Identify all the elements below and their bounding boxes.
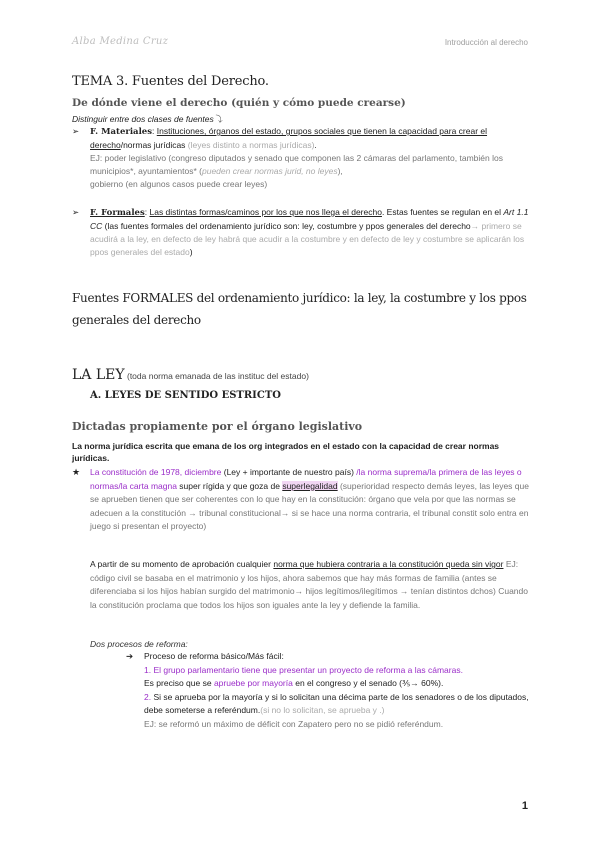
vigor-underlined: norma que hubiera contraria a la constitución queda sin vigor (273, 559, 504, 569)
materiales-definition: Instituciones, órganos del estado, grupos sociales que tienen la capacidad para crear el derecho (90, 126, 488, 150)
materiales-label: F. Materiales (90, 127, 152, 137)
star-bullet-icon: ★ (72, 467, 81, 477)
header-course: Introducción al derecho (444, 38, 528, 47)
constitucion-block: ★ La constitución de 1978, diciembre (Ley + importante de nuestro país) /la norma suprema/la primera de las leyes o normas/la carta magna super rígida y que goza de superlegalidad (superioridad respecto demás leyes, las leyes que se aprueben tienen que ser coherentes con lo que hay en la constitución: órgano que vela por que las normas se adecuen a la constitución → tribunal constitucional→ si se hace una norma contraria, el tribunal constit solo entra en juego si presentan el proyecto) (72, 467, 529, 531)
ley-heading: LA LEY (toda norma emanada de las instituc del estado) (72, 367, 309, 383)
page-number: 1 (521, 800, 528, 812)
procesos-title: Dos procesos de reforma: (90, 639, 188, 649)
fuentes-formales-heading: Fuentes FORMALES del ordenamiento jurídico: la ley, la costumbre y los ppos generales del derecho (72, 291, 527, 327)
formales-block: ➢ F. Formales: Las distintas formas/caminos por los que nos llega el derecho. Estas fuentes se regulan en el Art 1.1 CC (las fuentes formales del ordenamiento jurídico son: ley, costumbre y ppos generales del derecho→ primero se acudirá a la ley, en defecto de ley habrá que acudir a la costumbre y en defecto de ley y costumbre se aplicarán los ppos generales del estado) (72, 207, 529, 257)
norma-definition: La norma jurídica escrita que emana de los org integrados en el estado con la capacidad de crear normas jurídicas. (72, 441, 500, 463)
superlegalidad-highlight: superlegalidad (282, 480, 338, 491)
page-title: TEMA 3. Fuentes del Derecho. (72, 74, 269, 89)
section-a-heading: A. LEYES DE SENTIDO ESTRICTO (90, 390, 281, 401)
vigor-block: A partir de su momento de aprobación cualquier norma que hubiera contraria a la constitución queda sin vigor EJ: código civil se basaba en el matrimonio y los hijos, ahora sabemos que hay más formas de familia (antes se diferenciaba si los hijos habían surgido del matrimonio→ hijos legítimos/ilegítimos → tenían distintos dchos) Cuando la constitución proclama que todos los hijos son iguales ante la ley y defiende la familia. (90, 559, 528, 610)
header-author: Alba Medina Cruz (72, 36, 169, 47)
arrow-right-icon: ➔ (126, 651, 134, 661)
formales-label: F. Formales (90, 208, 145, 218)
materiales-example: EJ: poder legislativo (congreso diputados y senado que componen las 2 cámaras del parlamento, también los municipios*, ayuntamientos* ( (90, 153, 503, 176)
bullet-arrow-icon: ➢ (72, 207, 80, 217)
distinguish-text: Distinguir entre dos clases de fuentes⤵ (72, 114, 223, 124)
subtitle: De dónde viene el derecho (quién y cómo puede crearse) (72, 97, 406, 109)
materiales-block: ➢ F. Materiales: Instituciones, órganos del estado, grupos sociales que tienen la capacidad para crear el derecho/normas jurídicas (leyes distinto a normas jurídicas). EJ: poder legislativo (congreso diputados y senado que componen las 2 cámaras del parlamento, también los municipios*, ayuntamientos* (pueden crear normas jurid, no leyes), gobierno (en algunos casos puede crear leyes) (72, 126, 503, 189)
bullet-arrow-icon: ➢ (72, 126, 80, 136)
proceso-basico-block: ➔ Proceso de reforma básico/Más fácil: 1. El grupo parlamentario tiene que presentar un proyecto de reforma a las cámaras. Es preciso que se apruebe por mayoría en el congreso y el senado (⅗→ 60%). 2. Si se aprueba por la mayoría y si lo solicitan una décima parte de los senadores o de los diputados, debe someterse a referéndum.(si no lo solicitan, se aprueba y .) EJ: se reformó un máximo de déficit con Zapatero pero no se pidió referéndum. (126, 651, 529, 729)
formales-definition: Las distintas formas/caminos por los que nos llega el derecho (149, 207, 382, 217)
dictadas-heading: Dictadas propiamente por el órgano legislativo (72, 420, 363, 433)
